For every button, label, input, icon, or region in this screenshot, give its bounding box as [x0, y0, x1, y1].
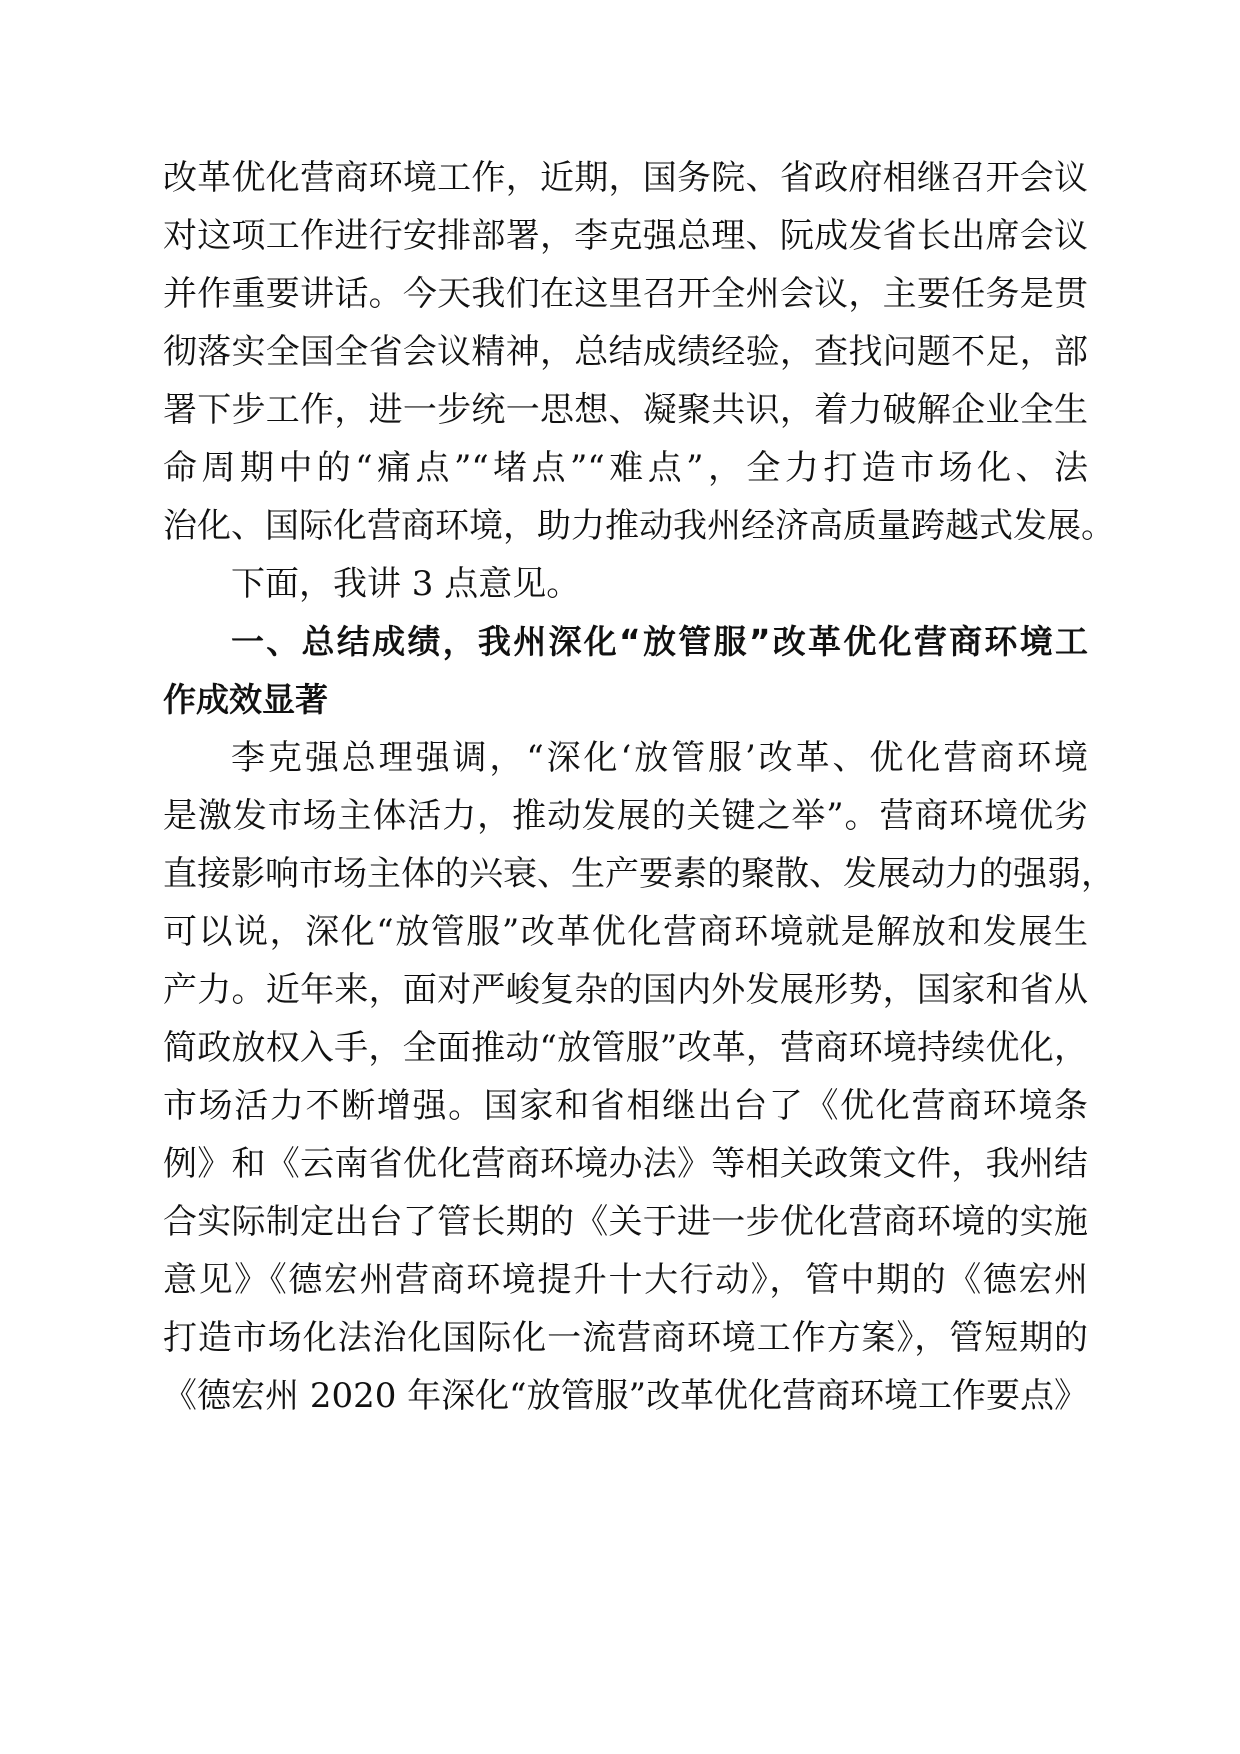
paragraph-line: 简政放权入手，全面推动“放管服”改革，营商环境持续优化， — [163, 1028, 1088, 1068]
paragraph-line: 产力。近年来，面对严峻复杂的国内外发展形势，国家和省从 — [163, 970, 1088, 1010]
paragraph-line: 例》和《云南省优化营商环境办法》等相关政策文件，我州结 — [163, 1144, 1088, 1184]
paragraph-line: 直接影响市场主体的兴衰、生产要素的聚散、发展动力的强弱， — [163, 854, 1115, 894]
paragraph-line: 市场活力不断增强。国家和省相继出台了《优化营商环境条 — [163, 1086, 1088, 1126]
paragraph-line: 打造市场化法治化国际化一流营商环境工作方案》，管短期的 — [163, 1318, 1088, 1358]
paragraph-line: 李克强总理强调，“深化‘放管服’改革、优化营商环境 — [231, 738, 1088, 778]
paragraph-line: 是激发市场主体活力，推动发展的关键之举”。营商环境优劣 — [163, 796, 1088, 836]
section-heading: 作成效显著 — [163, 680, 328, 719]
paragraph-line: 可以说，深化“放管服”改革优化营商环境就是解放和发展生 — [163, 912, 1088, 952]
paragraph-line: 并作重要讲话。今天我们在这里召开全州会议，主要任务是贯 — [163, 274, 1088, 314]
paragraph-line: 《德宏州 2020 年深化“放管服”改革优化营商环境工作要点》 — [163, 1376, 1088, 1416]
paragraph-line: 改革优化营商环境工作，近期，国务院、省政府相继召开会议 — [163, 158, 1088, 198]
paragraph-line: 命周期中的“痛点”“堵点”“难点”，全力打造市场化、法 — [163, 448, 1088, 488]
paragraph-line: 对这项工作进行安排部署，李克强总理、阮成发省长出席会议 — [163, 216, 1088, 256]
paragraph-line: 治化、国际化营商环境，助力推动我州经济高质量跨越式发展。 — [163, 506, 1115, 546]
paragraph-line: 合实际制定出台了管长期的《关于进一步优化营商环境的实施 — [163, 1202, 1088, 1242]
section-heading: 一、总结成绩，我州深化“放管服”改革优化营商环境工 — [231, 622, 1088, 661]
paragraph-line: 下面，我讲 3 点意见。 — [231, 564, 581, 604]
paragraph-line: 彻落实全国全省会议精神，总结成绩经验，查找问题不足，部 — [163, 332, 1088, 372]
paragraph-line: 意见》《德宏州营商环境提升十大行动》，管中期的《德宏州 — [163, 1260, 1088, 1300]
paragraph-line: 署下步工作，进一步统一思想、凝聚共识，着力破解企业全生 — [163, 390, 1088, 430]
